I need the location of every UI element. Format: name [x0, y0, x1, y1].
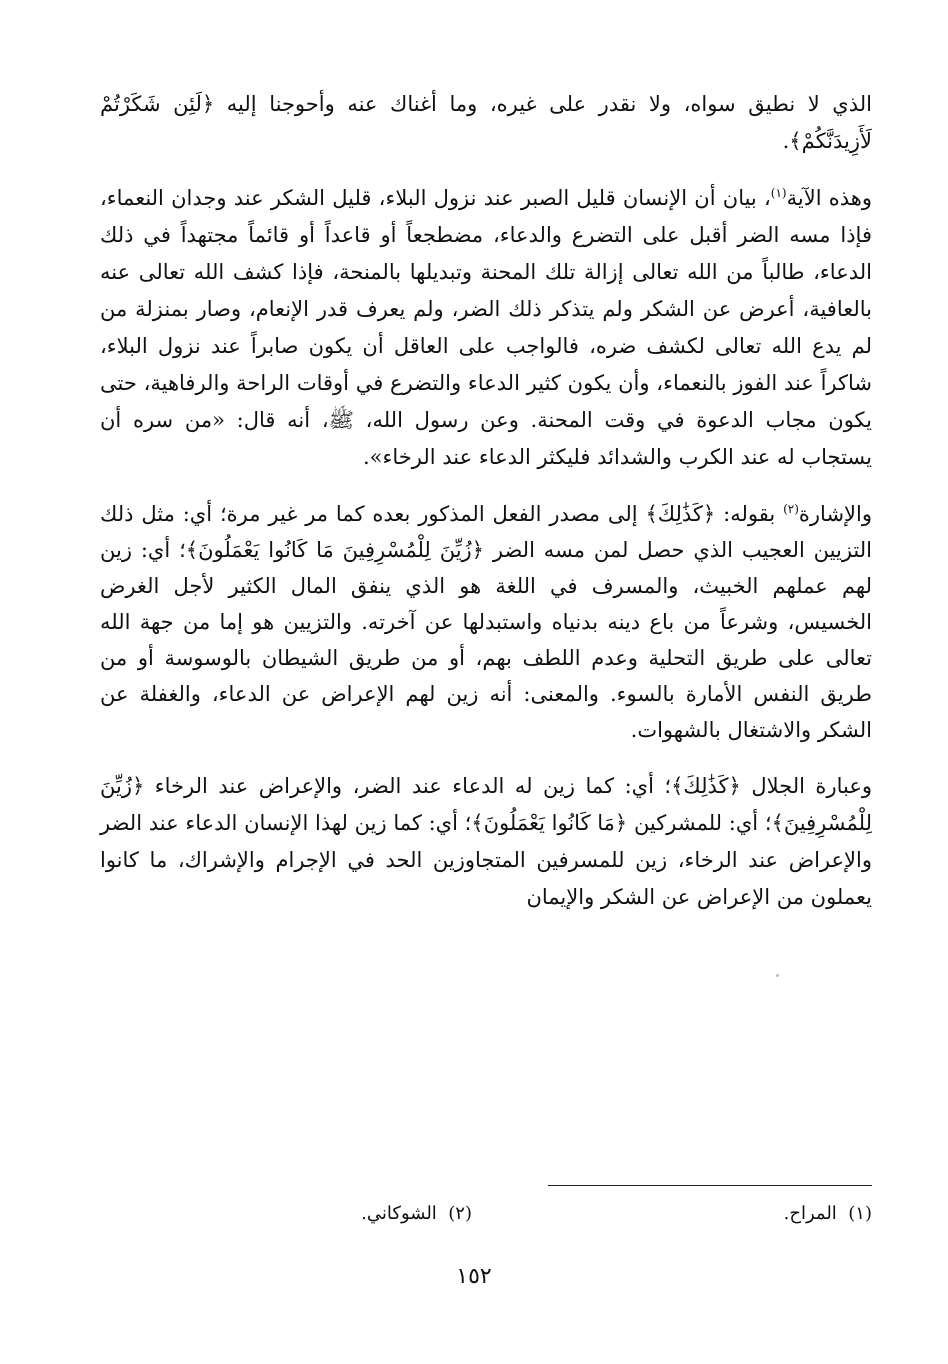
paragraph-4 — [100, 768, 872, 916]
footnote-separator — [548, 1185, 872, 1186]
paragraph-2-text-rest: ، بيان أن الإنسان قليل الصبر عند نزول البلاء، قليل الشكر عند وجدان النعماء، فإذا مسه الضر أقبل على التضرع والدعاء، مضطجعاً أو قاعداً أو قائماً مجتهداً في ذلك الدعاء، طالباً من الله تعالى إزالة تلك المحنة وتبديلها بالمنحة، فإذا كشف الله تعالى عنه بالعافية، أعرض عن الشكر ولم يتذكر ذلك الضر، ولم يعرف قدر الإنعام، وصار بمنزلة من لم يدع الله تعالى لكشف ضره، فالواجب على العاقل أن يكون صابراً عند نزول البلاء، شاكراً عند الفوز بالنعماء، وأن يكون كثير الدعاء والتضرع في أوقات الراحة والرفاهية، حتى يكون مجاب الدعوة في وقت المحنة. وعن رسول الله، ﷺ، أنه قال: «من سره أن يستجاب له عند الكرب والشدائد فليكثر الدعاء عند الرخاء». — [100, 186, 872, 469]
page-number: ١٥٢ — [456, 1264, 492, 1289]
paper-speck — [776, 974, 779, 977]
footnote-1-text: المراح. — [783, 1203, 837, 1224]
paragraph-2-text-start: وهذه الآية — [786, 186, 872, 210]
paragraph-3-text-start: والإشارة — [798, 502, 872, 526]
footnote-1-number: (١) — [848, 1203, 872, 1224]
footnote-1 — [784, 1201, 872, 1227]
paragraph-1 — [100, 86, 872, 160]
footnote-ref-1: (١) — [770, 186, 787, 200]
paragraph-4-text: وعبارة الجلال ﴿كَذَٰلِكَ﴾؛ أي: كما زين له الدعاء عند الضر، والإعراض عند الرخاء ﴿زُيِّنَ لِلْمُسْرِفِينَ﴾؛ أي: للمشركين ﴿مَا كَانُوا يَعْمَلُونَ﴾؛ أي: كما زين لهذا الإنسان الدعاء عند الضر والإعراض عند الرخاء، زين للمسرفين المتجاوزين الحد في الإجرام والإشراك، ما كانوا يعملون من الإعراض عن الشكر والإيمان — [100, 774, 872, 909]
footnote-2-number: (٢) — [448, 1203, 472, 1224]
footnote-ref-2: (٢) — [783, 502, 799, 516]
footnote-2-text: الشوكاني. — [361, 1203, 437, 1224]
paragraph-3-text-rest: بقوله: ﴿كَذَٰلِكَ﴾ إلى مصدر الفعل المذكور بعده كما مر غير مرة؛ أي: مثل ذلك التزيين العجيب الذي حصل لمن مسه الضر ﴿زُيِّنَ لِلْمُسْرِفِينَ مَا كَانُوا يَعْمَلُونَ﴾؛ أي: زين لهم عملهم الخبيث، والمسرف في اللغة هو الذي ينفق المال الكثير لأجل الغرض الخسيس، وشرعاً من باع دينه بدنياه واستبدلها عن آخرته. والتزيين هو إما من جهة الله تعالى على طريق التحلية وعدم اللطف بهم، أو من طريق الشيطان بالوسوسة أو من طريق النفس الأمارة بالسوء. والمعنى: أنه زين لهم الإعراض عن الدعاء، والغفلة عن الشكر والاشتغال بالشهوات. — [100, 502, 872, 742]
paragraph-2 — [100, 180, 872, 476]
paragraph-3 — [100, 496, 872, 748]
paragraph-1-text: الذي لا نطيق سواه، ولا نقدر على غيره، وما أغناك عنه وأحوجنا إليه ﴿لَئِن شَكَرْتُمْ لَأَزِيدَنَّكُمْ﴾. — [100, 92, 872, 153]
main-text — [100, 86, 872, 916]
footnote-2 — [361, 1201, 472, 1227]
